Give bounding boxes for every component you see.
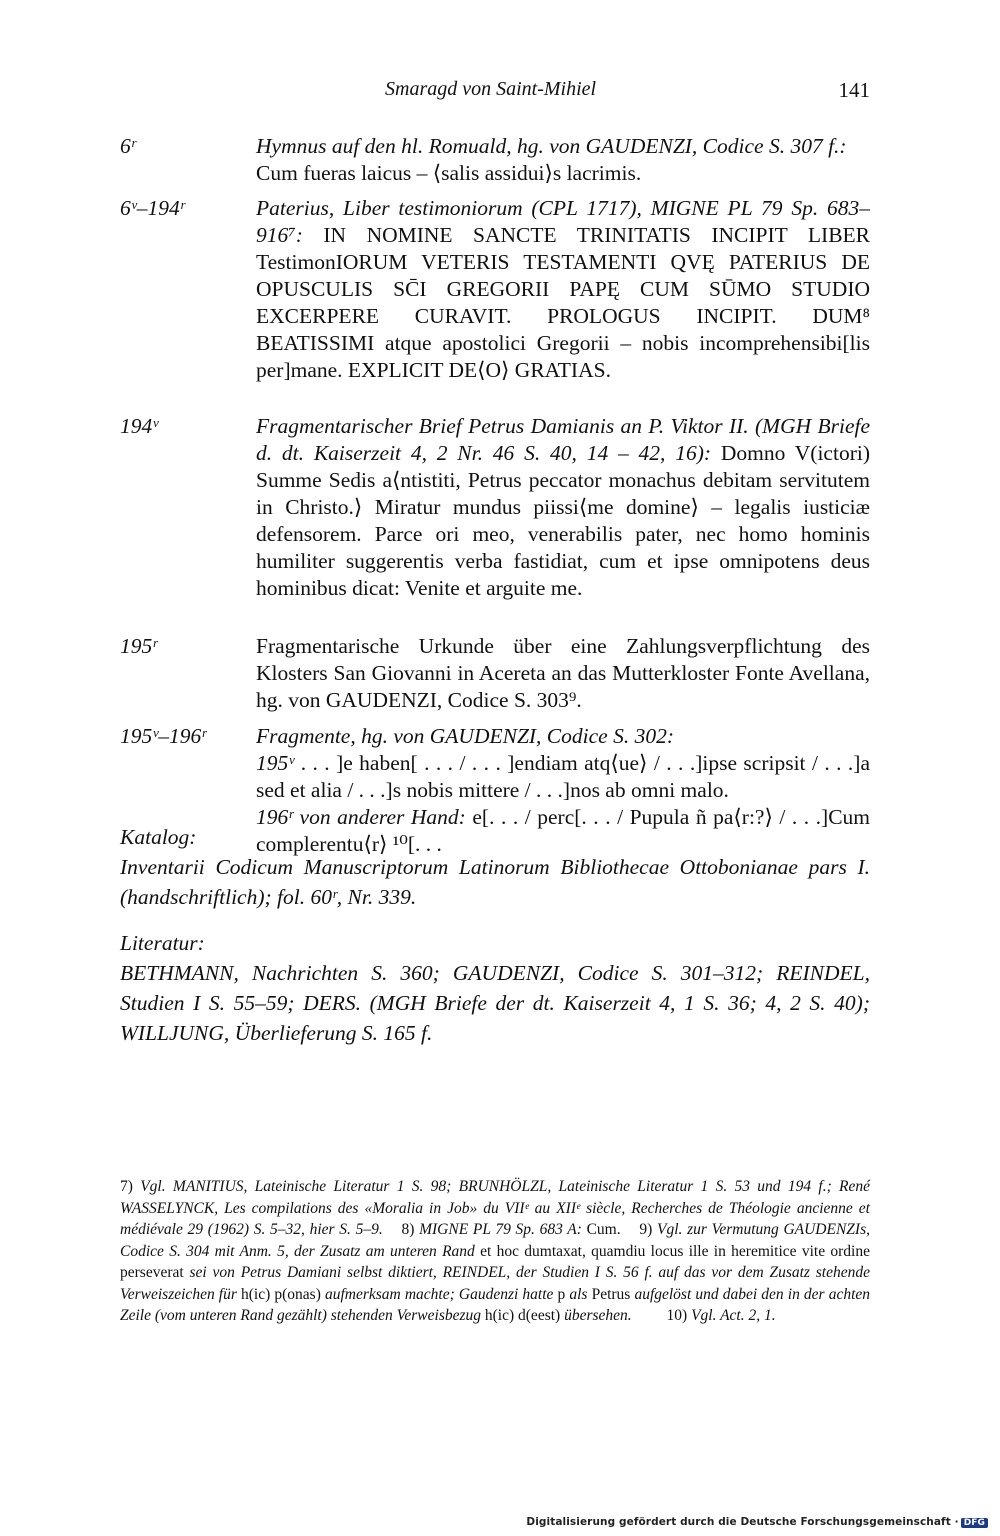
- footnote-number: 7): [120, 1178, 141, 1195]
- content-entry: [120, 413, 870, 629]
- footnote-9-text: übersehen.: [564, 1307, 632, 1324]
- footnote-10: Vgl. Act. 2, 1.: [691, 1307, 776, 1324]
- folio-reference: 6ᵛ–194ʳ: [120, 196, 185, 220]
- content-entry: [120, 133, 870, 191]
- page-number: 141: [838, 78, 870, 102]
- funding-text: Digitalisierung gefördert durch die Deutsche Forschungsgemeinschaft ·: [526, 1516, 959, 1528]
- entry-description: [256, 195, 870, 384]
- entry-incipit: Domno V(ictori) Summe Sedis a⟨ntistiti, Petrus peccator monachus debitam servitutem in Christo.⟩ Miratur mundus piissi⟨me domine⟩ – legalis iusticiæ defensorem. Parce ori meo, venerabilis pater, nec homo hominis humiliter suggerentis verba fastidiat, cum et ipse omnipotens deus hominibus dicat: Venite et arguite me.: [256, 441, 870, 600]
- entry-incipit: Cum fueras laicus – ⟨salis assidui⟩s lacrimis.: [256, 161, 642, 185]
- footnote-9-text: aufmerksam machte; Gaudenzi hatte: [324, 1285, 554, 1303]
- footnote-9-text: aufgelöst und dabei den in der achten Zeile (vom unteren Rand gezählt) stehenden Verweisbezug: [120, 1285, 871, 1324]
- folio-reference: 195ᵛ–196ʳ: [120, 724, 207, 748]
- footnote-9: Vgl. zur Vermutung GAUDENZIs, Codice S. 304 mit Anm. 5, der Zusatz am unteren Rand: [120, 1221, 870, 1260]
- fragment-content: e[. . . / perc[. . . / Pupula ñ pa⟨r:?⟩ / . . .]Cum complerentu⟨r⟩ ¹⁰[. . .: [256, 805, 871, 856]
- entry-title: Paterius, Liber testimoniorum (CPL 1717), MIGNE PL 79 Sp. 683–916⁷:: [256, 196, 870, 247]
- content-entry: [120, 633, 870, 719]
- footnote-number: 8): [401, 1221, 420, 1238]
- footnote-8: MIGNE PL 79 Sp. 683 A:: [419, 1221, 582, 1238]
- footnote-9-quote: h(ic) p(onas): [236, 1285, 325, 1303]
- fragment-text: [256, 750, 870, 804]
- footnotes: [120, 1176, 870, 1327]
- katalog-text: Inventarii Codicum Manuscriptorum Latinorum Bibliothecae Ottobonianae pars I. (handschriftlich); fol. 60ʳ, Nr. 339.: [120, 855, 870, 909]
- literatur-text: BETHMANN, Nachrichten S. 360; GAUDENZI, Codice S. 301–312; REINDEL, Studien I S. 55–59; DERS. (MGH Briefe der dt. Kaiserzeit 4, 1 S. 36; 4, 2 S. 40); WILLJUNG, Überlieferung S. 165 f.: [120, 961, 870, 1045]
- footnote-9-text: als: [569, 1285, 588, 1303]
- footnote-8-quote: Cum.: [581, 1221, 621, 1238]
- manuscript-contents: [120, 133, 870, 867]
- running-head: [120, 78, 870, 108]
- fragment-folio: 195ᵛ: [256, 751, 295, 775]
- katalog-heading: Katalog:: [120, 825, 197, 849]
- running-head-title: Smaragd von Saint-Mihiel: [385, 78, 597, 100]
- footnote-7: Vgl. MANITIUS, Lateinische Literatur 1 S. 98; BRUNHÖLZL, Lateinische Literatur 1 S. 53 und 194 f.; René WASSELYNCK, Les compilations des «Moralia in Job» du VIIᵉ au XIIᵉ siècle, Recherches de Théologie ancienne et médiévale 29 (1962) S. 5–32, hier S. 5–9.: [120, 1178, 870, 1238]
- folio-reference: 195ʳ: [120, 634, 158, 658]
- entry-description: [256, 133, 870, 187]
- folio-reference: 194ᵛ: [120, 414, 159, 438]
- fragment-content: . . . ]e haben[ . . . / . . . ]endiam atq⟨ue⟩ / . . .]ipse scripsit / . . .]a sed et alia / . . .]s nobis mittere / . . .]nos ab omni malo.: [256, 751, 870, 802]
- entry-description: [256, 413, 870, 602]
- footnote-9-quote: h(ic) d(eest): [481, 1307, 565, 1324]
- footnote-9-text: sei von Petrus Damiani selbst diktiert, REINDEL, der Studien I S. 56 f. auf das vor dem Zusatz stehende Verweiszeichen für: [120, 1264, 870, 1303]
- footnote-9-quote: p: [553, 1285, 570, 1303]
- content-entry: [120, 195, 870, 409]
- literatur-section: [120, 928, 870, 1048]
- entry-title: Fragmente, hg. von GAUDENZI, Codice S. 302:: [256, 724, 674, 748]
- katalog-section: [120, 822, 870, 912]
- funding-note: [526, 1516, 988, 1528]
- fragment-folio: 196ʳ von anderer Hand:: [256, 805, 466, 829]
- dfg-logo-icon: DFG: [961, 1518, 988, 1528]
- footnote-number: 9): [639, 1221, 657, 1238]
- footnote-9-quote: et hoc dumtaxat, quamdiu locus ille in heremitice vite ordine perseverat: [120, 1242, 870, 1281]
- entry-title: Fragmentarischer Brief Petrus Damianis an P. Viktor II. (MGH Briefe d. dt. Kaiserzeit 4, 2 Nr. 46 S. 40, 14 – 42, 16):: [256, 414, 870, 465]
- folio-reference: 6ʳ: [120, 134, 136, 158]
- footnote-number: 10): [666, 1307, 692, 1324]
- entry-incipit: IN NOMINE SANCTE TRINITATIS INCIPIT LIBER TestimonIORUM VETERIS TESTAMENTI QVĘ PATERIUS DE OPUSCULIS SC̄I GREGORII PAPĘ CUM SŪMO STUDIO EXCERPERE CURAVIT. PROLOGUS INCIPIT. DUM⁸ BEATISSIMI atque apostolici Gregorii – nobis incomprehensibi[lis per]mane. EXPLICIT DE⟨O⟩ GRATIAS.: [256, 223, 871, 382]
- entry-title: Fragmentarische Urkunde über eine Zahlungsverpflichtung des Klosters San Giovanni in Acereta an das Mutterkloster Fonte Avellana, hg. von GAUDENZI, Codice S. 303⁹.: [256, 634, 870, 712]
- footnote-9-quote: Petrus: [587, 1285, 635, 1303]
- literatur-heading: Literatur:: [120, 931, 205, 955]
- entry-title: Hymnus auf den hl. Romuald, hg. von GAUDENZI, Codice S. 307 f.:: [256, 134, 847, 158]
- entry-description: [256, 633, 870, 714]
